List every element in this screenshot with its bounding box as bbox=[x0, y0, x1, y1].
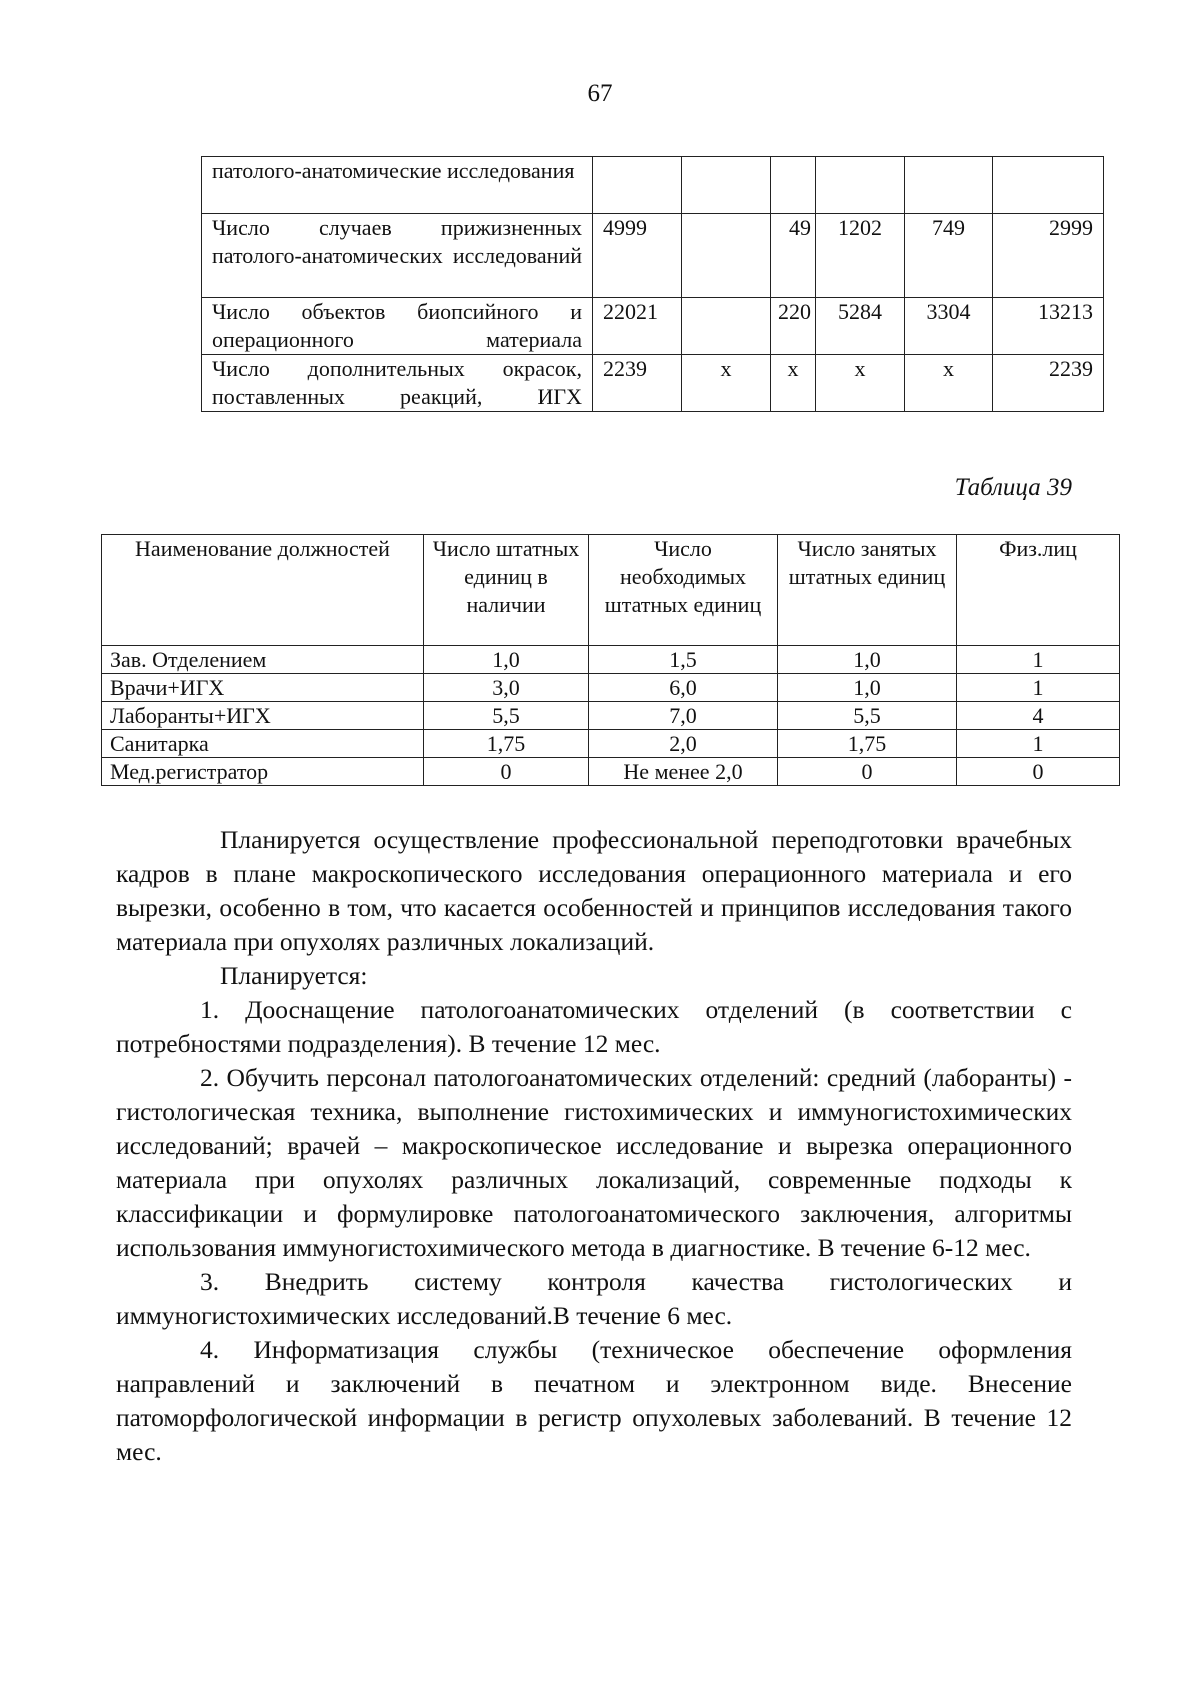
table-cell bbox=[993, 157, 1104, 214]
table-cell: 1,0 bbox=[424, 646, 589, 674]
table-cell: 4999 bbox=[593, 214, 682, 298]
table-cell: х bbox=[771, 355, 816, 412]
table-cell: Не менее 2,0 bbox=[589, 758, 778, 786]
table-row bbox=[102, 674, 1120, 702]
table-cell: 1 bbox=[957, 646, 1120, 674]
table-cell: 4 bbox=[957, 702, 1120, 730]
table-cell: х bbox=[682, 355, 771, 412]
table-cell: Санитарка bbox=[102, 730, 424, 758]
table-cell: 0 bbox=[778, 758, 957, 786]
table-cell: 1202 bbox=[816, 214, 905, 298]
column-header: Наименование должностей bbox=[102, 535, 424, 646]
table-continued bbox=[201, 156, 1104, 412]
table-row bbox=[102, 730, 1120, 758]
table-cell bbox=[682, 157, 771, 214]
table-cell: 1,0 bbox=[778, 674, 957, 702]
table-cell: Врачи+ИГХ bbox=[102, 674, 424, 702]
list-item: 1. Дооснащение патологоанатомических отделений (в соответствии с потребностями подразделения). В течение 12 мес. bbox=[116, 995, 1072, 1058]
column-header: Число занятых штатных единиц bbox=[778, 535, 957, 646]
table-cell: 1,75 bbox=[424, 730, 589, 758]
table-caption: Таблица 39 bbox=[954, 474, 1072, 501]
table-row bbox=[102, 702, 1120, 730]
table-cell: 5,5 bbox=[424, 702, 589, 730]
table-cell: 220 bbox=[771, 298, 816, 355]
table-cell: х bbox=[905, 355, 993, 412]
table-cell: 1 bbox=[957, 674, 1120, 702]
table-cell: 2239 bbox=[593, 355, 682, 412]
table-cell: Зав. Отделением bbox=[102, 646, 424, 674]
paragraph: Планируется: bbox=[220, 961, 368, 990]
table-cell bbox=[816, 157, 905, 214]
table-cell: 0 bbox=[957, 758, 1120, 786]
table-cell: 13213 bbox=[993, 298, 1104, 355]
table-cell: 1,5 bbox=[589, 646, 778, 674]
table-cell: 2,0 bbox=[589, 730, 778, 758]
table-row bbox=[202, 157, 1104, 214]
table-cell: 49 bbox=[771, 214, 816, 298]
staffing-table bbox=[101, 534, 1120, 786]
table-cell: 22021 bbox=[593, 298, 682, 355]
table-cell: 5284 bbox=[816, 298, 905, 355]
table-cell: 1 bbox=[957, 730, 1120, 758]
table-cell: 5,5 bbox=[778, 702, 957, 730]
table-cell: 6,0 bbox=[589, 674, 778, 702]
table-row bbox=[202, 214, 1104, 298]
table-cell: Лаборанты+ИГХ bbox=[102, 702, 424, 730]
table-cell bbox=[682, 214, 771, 298]
table-cell: 0 bbox=[424, 758, 589, 786]
list-item: 3. Внедрить систему контроля качества гистологических и иммуногистохимических исследований.В течение 6 мес. bbox=[116, 1267, 1072, 1330]
paragraph: Планируется осуществление профессиональной переподготовки врачебных кадров в плане макроскопического исследования операционного материала и его вырезки, особенно в том, что касается особенностей и принципов исследования такого материала при опухолях различных локализаций. bbox=[116, 825, 1072, 956]
list-item: 4. Информатизация службы (техническое обеспечение оформления направлений и заключений в печатном и электронном виде. Внесение патоморфологической информации в регистр опухолевых заболеваний. В течение 12 мес. bbox=[116, 1335, 1072, 1466]
row-label: Число дополнительных окрасок, поставленных реакций, ИГХ bbox=[202, 355, 593, 412]
list-item: 2. Обучить персонал патологоанатомических отделений: средний (лаборанты) - гистологическая техника, выполнение гистохимических и иммуногистохимических исследований; врачей – макроскопическое исследование и вырезка операционного материала при опухолях различных локализаций, современные подходы к классификации и формулировке патологоанатомического заключения, алгоритмы использования иммуногистохимического метода в диагностике. В течение 6-12 мес. bbox=[116, 1063, 1072, 1262]
table-cell: 1,75 bbox=[778, 730, 957, 758]
table-header-row bbox=[102, 535, 1120, 646]
column-header: Физ.лиц bbox=[957, 535, 1120, 646]
table-row bbox=[102, 758, 1120, 786]
table-row bbox=[202, 298, 1104, 355]
table-cell bbox=[593, 157, 682, 214]
table-cell: 1,0 bbox=[778, 646, 957, 674]
table-row bbox=[102, 646, 1120, 674]
row-label: Число случаев прижизненных патолого-анатомических исследований bbox=[202, 214, 593, 298]
table-cell: х bbox=[816, 355, 905, 412]
table-cell: 7,0 bbox=[589, 702, 778, 730]
table-cell: 3304 bbox=[905, 298, 993, 355]
table-row bbox=[202, 355, 1104, 412]
table-cell: 2239 bbox=[993, 355, 1104, 412]
column-header: Число штатных единиц в наличии bbox=[424, 535, 589, 646]
table-cell bbox=[905, 157, 993, 214]
table-cell bbox=[771, 157, 816, 214]
table-cell: Мед.регистратор bbox=[102, 758, 424, 786]
page-number: 67 bbox=[587, 80, 613, 107]
row-label: Число объектов биопсийного и операционного материала bbox=[202, 298, 593, 355]
body-text bbox=[116, 823, 1072, 1469]
table-cell: 749 bbox=[905, 214, 993, 298]
table-cell: 2999 bbox=[993, 214, 1104, 298]
row-label: патолого-анатомические исследования bbox=[202, 157, 593, 214]
column-header: Число необходимых штатных единиц bbox=[589, 535, 778, 646]
table-cell bbox=[682, 298, 771, 355]
table-cell: 3,0 bbox=[424, 674, 589, 702]
